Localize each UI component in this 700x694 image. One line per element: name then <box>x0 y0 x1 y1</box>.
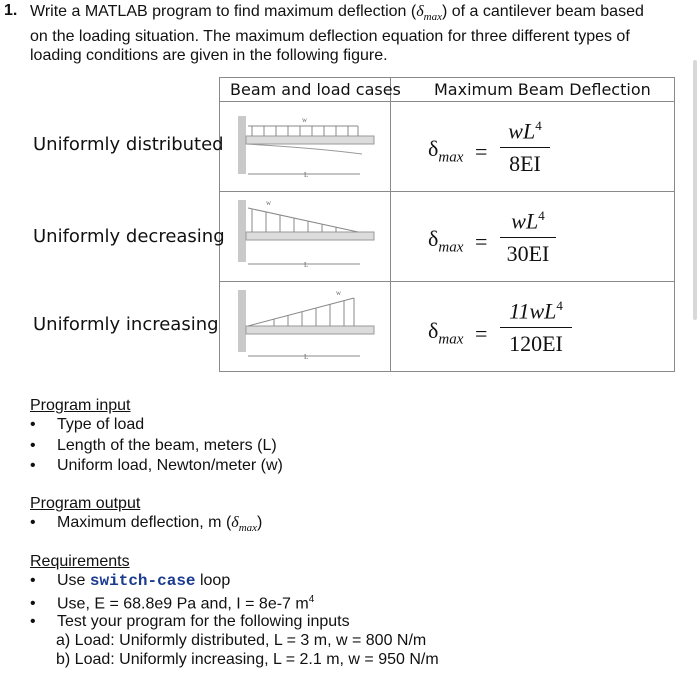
delta-max-2: $\delta_{max}$ <box>428 226 464 256</box>
requirement-item: • Use, E = 68.8e9 Pa and, I = 8e-7 $m^4$ <box>30 594 315 613</box>
row-label-distributed: Uniformly distributed <box>33 134 224 155</box>
fraction-3 <box>500 298 572 357</box>
denominator-2: 30EI <box>506 241 550 267</box>
row-label-decreasing: Uniformly decreasing <box>33 226 225 247</box>
header-max-deflection: Maximum Beam Deflection <box>434 80 651 99</box>
beam-diagram-decreasing <box>236 196 386 276</box>
load-label: w <box>336 289 342 297</box>
load-label: w <box>302 116 308 124</box>
question-line-3: loading conditions are given in the following figure. <box>30 47 388 65</box>
equals-1: = <box>475 139 488 164</box>
table-row-line <box>219 281 675 282</box>
delta-max-3: $\delta_{max}$ <box>428 318 464 348</box>
denominator-3: 120EI <box>509 331 563 357</box>
delta-max-1: $\delta_{max}$ <box>428 136 464 166</box>
question-line-1: Write a MATLAB program to find maximum deflection $(\delta_{max})$ of a cantilever beam based <box>30 3 644 24</box>
equals-2: = <box>475 229 488 254</box>
beam <box>246 326 374 334</box>
load-arrows <box>248 298 354 326</box>
denominator-1: 8EI <box>509 151 541 177</box>
beam-diagram-increasing <box>236 284 386 368</box>
wall-support <box>238 116 246 174</box>
deflected-shape <box>246 144 362 154</box>
scrollbar[interactable] <box>693 60 697 320</box>
numerator-2: $wL^4$ <box>511 208 545 234</box>
test-case-a: a) Load: Uniformly distributed, L = 3 m, w = 800 N/m <box>56 632 427 649</box>
numerator-3: $11wL^4$ <box>509 298 563 324</box>
table-row-line <box>219 191 675 192</box>
test-case-b: b) Load: Uniformly increasing, L = 2.1 m, w = 950 N/m <box>56 651 439 668</box>
length-label: L <box>304 171 309 179</box>
question-text <box>30 2 680 65</box>
wall-support <box>238 200 246 262</box>
beam <box>246 232 374 240</box>
question-line-2: on the loading situation. The maximum deflection equation for three different types of <box>30 28 630 46</box>
load-arrows <box>248 126 358 136</box>
load-arrows <box>248 208 358 232</box>
table-header-line <box>219 101 675 102</box>
fraction-1 <box>500 118 550 177</box>
row-label-increasing: Uniformly increasing <box>33 314 219 335</box>
beam-diagram-distributed <box>236 108 386 188</box>
wall-support <box>238 290 246 352</box>
input-item: • Uniform load, Newton/meter (w) <box>30 457 283 474</box>
input-item: • Length of the beam, meters (L) <box>30 437 277 454</box>
requirements-title: Requirements <box>30 553 130 570</box>
question-number: 1. <box>4 2 18 19</box>
length-label: L <box>304 261 309 269</box>
output-item: • Maximum deflection, m $(\delta_{max})$ <box>30 514 263 535</box>
program-output-title: Program output <box>30 495 141 512</box>
numerator-1: $wL^4$ <box>508 118 542 144</box>
program-input-title: Program input <box>30 397 131 414</box>
table-divider <box>390 77 391 372</box>
fraction-2 <box>500 208 556 267</box>
requirement-item: • Test your program for the following inputs <box>30 613 350 630</box>
equals-3: = <box>475 321 488 346</box>
input-item: • Type of load <box>30 416 145 433</box>
beam <box>246 136 374 144</box>
length-label: L <box>304 353 309 361</box>
header-beam-cases: Beam and load cases <box>230 80 401 99</box>
requirement-item: • Use switch-case loop <box>30 572 231 590</box>
load-label: w <box>266 199 272 207</box>
